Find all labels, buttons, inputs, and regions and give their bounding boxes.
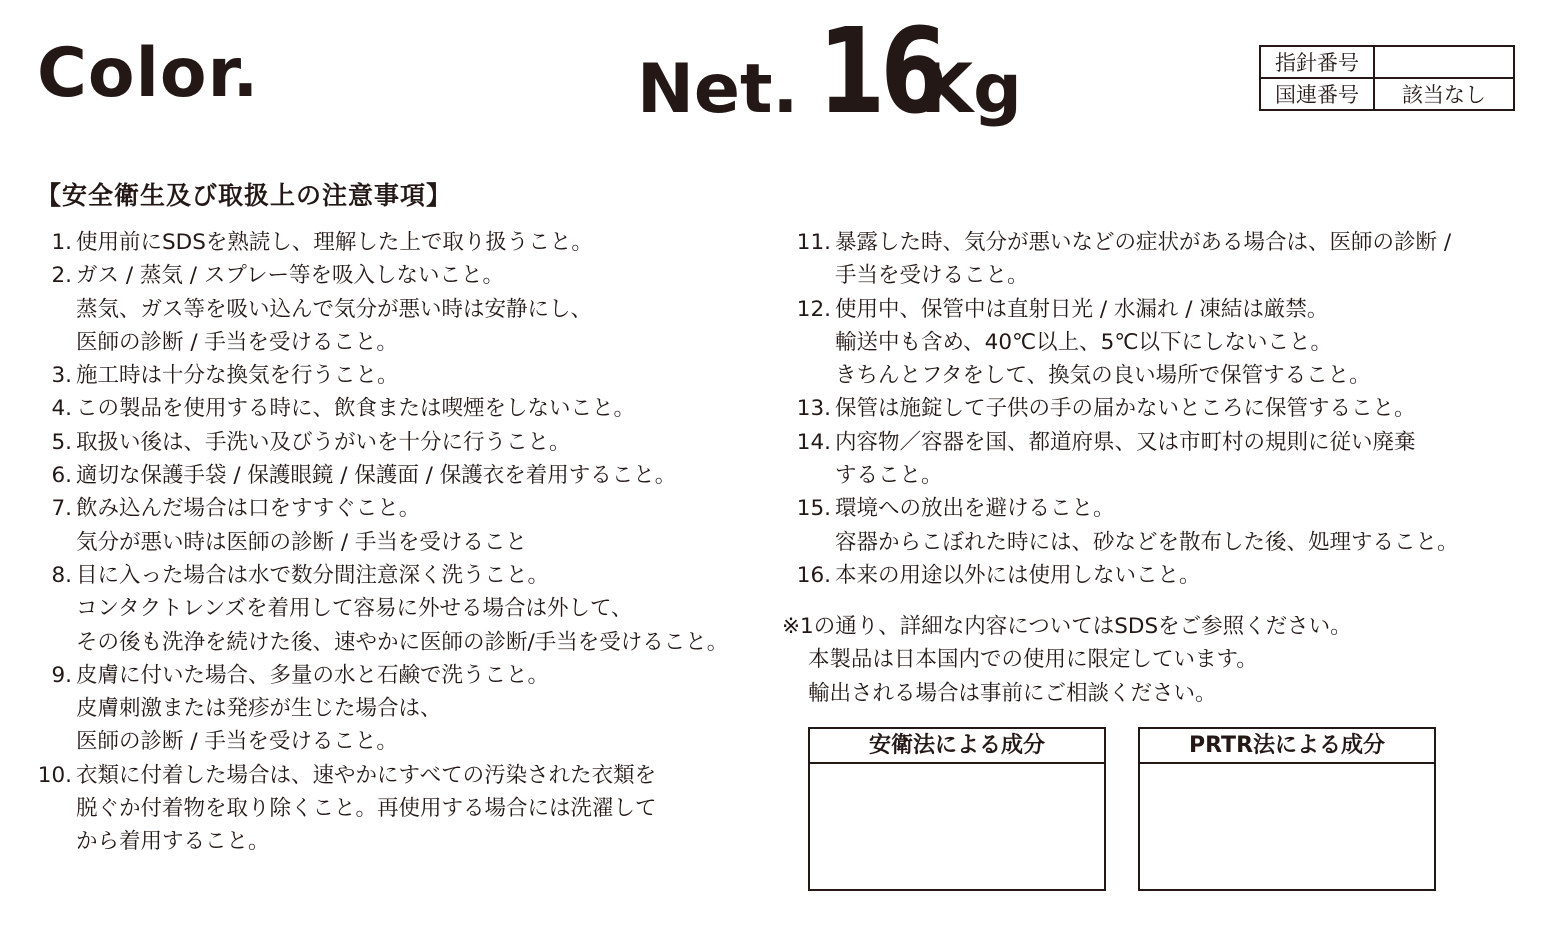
note-line: 医師の診断 / 手当を受けること。 xyxy=(76,329,398,355)
info-value: 該当なし xyxy=(1374,78,1514,110)
note-number: 16. xyxy=(796,562,831,588)
net-unit: Kg xyxy=(920,50,1022,129)
net-value: 16 xyxy=(818,2,944,140)
net-weight xyxy=(637,2,1022,140)
info-label: 指針番号 xyxy=(1260,46,1374,78)
note-line: コンタクトレンズを着用して容易に外せる場合は外して、 xyxy=(76,596,633,622)
note-item xyxy=(18,226,738,259)
section-title: 【安全衛生及び取扱上の注意事項】 xyxy=(36,181,453,210)
note-item xyxy=(18,459,738,492)
info-label: 国連番号 xyxy=(1260,78,1374,110)
note-line: 使用中、保管中は直射日光 / 水漏れ / 凍結は厳禁。 xyxy=(835,296,1329,322)
note-line: 皮膚刺激または発疹が生じた場合は、 xyxy=(76,696,442,722)
note-line: 蒸気、ガス等を吸い込んで気分が悪い時は安静にし、 xyxy=(76,296,593,322)
note-item xyxy=(18,259,738,359)
note-line: 内容物／容器を国、都道府県、又は市町村の規則に従い廃棄 xyxy=(835,429,1416,455)
note-number: 1. xyxy=(51,230,72,255)
note-line: 容器からこぼれた時には、砂などを散布した後、処理すること。 xyxy=(835,529,1459,555)
note-number: 14. xyxy=(796,429,831,455)
note-line: 暴露した時、気分が悪いなどの症状がある場合は、医師の診断 / xyxy=(835,230,1452,255)
note-item xyxy=(777,559,1527,592)
note-line: 皮膚に付いた場合、多量の水と石鹸で洗うこと。 xyxy=(76,662,550,688)
note-item xyxy=(777,226,1527,293)
note-line: 使用前にSDSを熟読し、理解した上で取り扱うこと。 xyxy=(76,230,593,255)
note-line: その後も洗浄を続けた後、速やかに医師の診断/手当を受けること。 xyxy=(76,629,729,655)
note-item xyxy=(18,559,738,659)
color-label: Color. xyxy=(37,34,260,113)
note-line: きちんとフタをして、換気の良い場所で保管すること。 xyxy=(835,363,1371,389)
note-item xyxy=(18,392,738,425)
note-number: 13. xyxy=(796,396,831,422)
note-item xyxy=(18,426,738,459)
anei-components-title: 安衛法による成分 xyxy=(810,729,1104,764)
note-line: 取扱い後は、手洗い及びうがいを十分に行うこと。 xyxy=(76,429,571,455)
footnote-line: ※1の通り、詳細な内容についてはSDSをご参照ください。 xyxy=(782,614,1352,639)
note-item xyxy=(777,293,1527,393)
footnote xyxy=(782,610,1352,710)
note-number: 8. xyxy=(51,562,72,588)
note-line: 気分が悪い時は医師の診断 / 手当を受けること xyxy=(76,529,527,555)
note-number: 10. xyxy=(37,762,72,788)
net-label: Net. xyxy=(637,50,799,129)
note-number: 9. xyxy=(51,662,72,688)
note-line: 保管は施錠して子供の手の届かないところに保管すること。 xyxy=(835,396,1416,422)
note-line: ガス / 蒸気 / スプレー等を吸入しないこと。 xyxy=(76,263,504,289)
note-line: 目に入った場合は水で数分間注意深く洗うこと。 xyxy=(76,562,550,588)
prtr-components-box xyxy=(1138,727,1436,891)
prtr-components-title: PRTR法による成分 xyxy=(1140,729,1434,764)
note-line: から着用すること。 xyxy=(76,829,270,855)
note-line: 手当を受けること。 xyxy=(835,263,1029,289)
anei-components-box xyxy=(808,727,1106,891)
note-number: 3. xyxy=(51,363,72,389)
note-number: 7. xyxy=(51,496,72,522)
notes-list-right xyxy=(777,226,1527,592)
note-item xyxy=(777,492,1527,559)
note-line: 医師の診断 / 手当を受けること。 xyxy=(76,729,398,755)
note-number: 5. xyxy=(51,429,72,455)
note-line: 輸送中も含め、40℃以上、5℃以下にしないこと。 xyxy=(835,329,1332,355)
note-line: 環境への放出を避けること。 xyxy=(835,496,1115,522)
info-row xyxy=(1260,78,1514,110)
note-line: 脱ぐか付着物を取り除くこと。再使用する場合には洗濯して xyxy=(76,796,657,822)
note-line: すること。 xyxy=(835,463,943,489)
footnote-line: 本製品は日本国内での使用に限定しています。 xyxy=(808,647,1258,673)
note-item xyxy=(18,759,738,859)
notes-list-left xyxy=(18,226,738,859)
note-line: 適切な保護手袋 / 保護眼鏡 / 保護面 / 保護衣を着用すること。 xyxy=(76,463,677,489)
note-number: 15. xyxy=(796,496,831,522)
note-item xyxy=(18,659,738,759)
note-line: 本来の用途以外には使用しないこと。 xyxy=(835,562,1201,588)
note-item xyxy=(18,359,738,392)
note-number: 4. xyxy=(51,396,72,422)
note-line: 施工時は十分な換気を行うこと。 xyxy=(76,363,399,389)
note-line: 飲み込んだ場合は口をすすぐこと。 xyxy=(76,496,421,522)
info-row xyxy=(1260,46,1514,78)
note-item xyxy=(777,426,1527,493)
note-number: 2. xyxy=(51,263,72,289)
footnote-line: 輸出される場合は事前にご相談ください。 xyxy=(808,680,1217,706)
note-item xyxy=(18,492,738,559)
note-number: 6. xyxy=(51,463,72,489)
note-number: 11. xyxy=(796,230,831,255)
note-line: 衣類に付着した場合は、速やかにすべての汚染された衣類を xyxy=(76,762,657,788)
info-value xyxy=(1374,46,1514,78)
note-line: この製品を使用する時に、飲食または喫煙をしないこと。 xyxy=(76,396,636,422)
info-table xyxy=(1259,45,1515,111)
note-number: 12. xyxy=(796,296,831,322)
note-item xyxy=(777,392,1527,425)
